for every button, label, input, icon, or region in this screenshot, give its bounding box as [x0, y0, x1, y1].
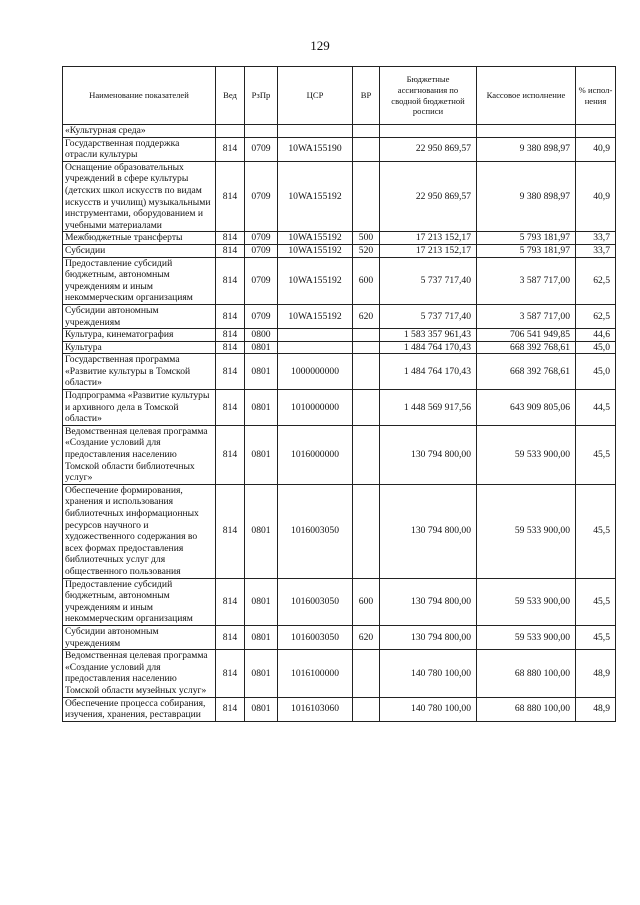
- row-csr: 1016000000: [278, 425, 353, 484]
- table-row: [63, 125, 616, 138]
- table-row: [63, 484, 616, 578]
- row-name: Оснащение образовательных учреждений в сфере культуры (детских школ искусств по видам искусств и училищ) музыкальными инструментами, оборудованием и учебными материалами: [63, 161, 216, 232]
- table-row: [63, 329, 616, 342]
- table-row: [63, 341, 616, 354]
- row-vr: 600: [353, 257, 380, 304]
- header-csr: ЦСР: [278, 67, 353, 125]
- row-vr: 620: [353, 304, 380, 328]
- row-ved: 814: [216, 137, 245, 161]
- row-vr: [353, 161, 380, 232]
- row-rzpr: 0709: [245, 304, 278, 328]
- row-vr: [353, 390, 380, 426]
- row-assigned: 140 780 100,00: [380, 650, 477, 697]
- row-cash: 59 533 900,00: [477, 578, 576, 625]
- row-rzpr: 0801: [245, 484, 278, 578]
- row-csr: 10WA155192: [278, 244, 353, 257]
- row-name: Ведомственная целевая программа «Создание условий для предоставления населению Томской области музейных услуг»: [63, 650, 216, 697]
- row-rzpr: 0801: [245, 625, 278, 649]
- row-percent: 62,5: [576, 304, 616, 328]
- header-percent: % испол-нения: [576, 67, 616, 125]
- row-percent: 40,9: [576, 137, 616, 161]
- row-rzpr: 0801: [245, 697, 278, 721]
- row-csr: [278, 329, 353, 342]
- row-percent: 45,5: [576, 484, 616, 578]
- row-percent: 45,5: [576, 625, 616, 649]
- row-assigned: 1 484 764 170,43: [380, 354, 477, 390]
- row-assigned: 22 950 869,57: [380, 161, 477, 232]
- row-vr: 620: [353, 625, 380, 649]
- row-cash: 68 880 100,00: [477, 697, 576, 721]
- row-csr: 1016100000: [278, 650, 353, 697]
- row-assigned: 5 737 717,40: [380, 304, 477, 328]
- row-vr: [353, 341, 380, 354]
- table-row: [63, 244, 616, 257]
- row-vr: 520: [353, 244, 380, 257]
- row-rzpr: 0801: [245, 578, 278, 625]
- row-ved: 814: [216, 390, 245, 426]
- row-assigned: 130 794 800,00: [380, 425, 477, 484]
- row-cash: 59 533 900,00: [477, 625, 576, 649]
- row-name: Межбюджетные трансферты: [63, 232, 216, 245]
- header-assigned: Бюджетные ассигнования по сводной бюджетной росписи: [380, 67, 477, 125]
- row-csr: 10WA155192: [278, 304, 353, 328]
- row-csr: 10WA155192: [278, 257, 353, 304]
- row-rzpr: [245, 125, 278, 138]
- row-csr: 1016003050: [278, 578, 353, 625]
- row-name: Субсидии автономным учреждениям: [63, 304, 216, 328]
- row-ved: 814: [216, 257, 245, 304]
- table-row: [63, 650, 616, 697]
- row-vr: [353, 354, 380, 390]
- header-vr: ВР: [353, 67, 380, 125]
- row-name: Государственная поддержка отрасли культуры: [63, 137, 216, 161]
- row-csr: 10WA155192: [278, 232, 353, 245]
- row-name: Субсидии: [63, 244, 216, 257]
- page-number: 129: [310, 38, 330, 53]
- row-ved: 814: [216, 232, 245, 245]
- row-csr: 10WA155190: [278, 137, 353, 161]
- row-cash: 643 909 805,06: [477, 390, 576, 426]
- row-name: Ведомственная целевая программа «Создание условий для предоставления населению Томской области библиотечных услуг»: [63, 425, 216, 484]
- row-name: Культура: [63, 341, 216, 354]
- header-name: Наименование показателей: [63, 67, 216, 125]
- row-cash: 3 587 717,00: [477, 304, 576, 328]
- row-name: Культура, кинематография: [63, 329, 216, 342]
- row-assigned: 17 213 152,17: [380, 232, 477, 245]
- row-percent: 45,5: [576, 425, 616, 484]
- row-percent: 62,5: [576, 257, 616, 304]
- row-ved: 814: [216, 304, 245, 328]
- row-csr: 1016003050: [278, 625, 353, 649]
- row-name: «Культурная среда»: [63, 125, 216, 138]
- row-ved: 814: [216, 161, 245, 232]
- row-percent: 33,7: [576, 244, 616, 257]
- row-assigned: 130 794 800,00: [380, 484, 477, 578]
- row-name: Обеспечение формирования, хранения и использования библиотечных информационных ресурсов научного и художественного содержания во всех формах предоставления библиотечных услуг для общественного пользования: [63, 484, 216, 578]
- row-ved: 814: [216, 341, 245, 354]
- row-rzpr: 0800: [245, 329, 278, 342]
- row-assigned: [380, 125, 477, 138]
- row-vr: [353, 650, 380, 697]
- row-cash: 68 880 100,00: [477, 650, 576, 697]
- row-percent: 40,9: [576, 161, 616, 232]
- table-row: [63, 625, 616, 649]
- row-ved: 814: [216, 244, 245, 257]
- row-rzpr: 0709: [245, 161, 278, 232]
- row-percent: 33,7: [576, 232, 616, 245]
- table-row: [63, 137, 616, 161]
- row-ved: 814: [216, 484, 245, 578]
- table-row: [63, 257, 616, 304]
- row-cash: 5 793 181,97: [477, 244, 576, 257]
- row-name: Обеспечение процесса собирания, изучения, хранения, реставрации: [63, 697, 216, 721]
- row-csr: 1016103060: [278, 697, 353, 721]
- row-rzpr: 0709: [245, 244, 278, 257]
- row-vr: [353, 425, 380, 484]
- row-vr: [353, 329, 380, 342]
- table-row: [63, 304, 616, 328]
- table-row: [63, 232, 616, 245]
- row-vr: [353, 697, 380, 721]
- row-rzpr: 0801: [245, 650, 278, 697]
- row-vr: [353, 484, 380, 578]
- row-assigned: 140 780 100,00: [380, 697, 477, 721]
- row-csr: [278, 341, 353, 354]
- row-ved: 814: [216, 578, 245, 625]
- row-vr: [353, 125, 380, 138]
- table-row: [63, 578, 616, 625]
- row-ved: 814: [216, 697, 245, 721]
- row-assigned: 130 794 800,00: [380, 578, 477, 625]
- row-cash: 9 380 898,97: [477, 137, 576, 161]
- row-assigned: 1 583 357 961,43: [380, 329, 477, 342]
- row-vr: [353, 137, 380, 161]
- row-csr: 1010000000: [278, 390, 353, 426]
- row-assigned: 1 484 764 170,43: [380, 341, 477, 354]
- row-percent: [576, 125, 616, 138]
- row-vr: 600: [353, 578, 380, 625]
- table-header-row: [63, 67, 616, 125]
- row-percent: 45,5: [576, 578, 616, 625]
- row-percent: 48,9: [576, 697, 616, 721]
- row-cash: 3 587 717,00: [477, 257, 576, 304]
- row-assigned: 5 737 717,40: [380, 257, 477, 304]
- row-percent: 48,9: [576, 650, 616, 697]
- table-row: [63, 425, 616, 484]
- table-row: [63, 390, 616, 426]
- row-assigned: 17 213 152,17: [380, 244, 477, 257]
- row-rzpr: 0801: [245, 425, 278, 484]
- row-cash: 9 380 898,97: [477, 161, 576, 232]
- row-name: Государственная программа «Развитие культуры в Томской области»: [63, 354, 216, 390]
- row-cash: 706 541 949,85: [477, 329, 576, 342]
- budget-execution-table: [62, 66, 616, 722]
- header-ved: Вед: [216, 67, 245, 125]
- row-vr: 500: [353, 232, 380, 245]
- row-ved: [216, 125, 245, 138]
- row-assigned: 22 950 869,57: [380, 137, 477, 161]
- row-percent: 45,0: [576, 354, 616, 390]
- row-rzpr: 0801: [245, 341, 278, 354]
- header-cash: Кассовое исполнение: [477, 67, 576, 125]
- row-percent: 45,0: [576, 341, 616, 354]
- table-row: [63, 697, 616, 721]
- table-row: [63, 354, 616, 390]
- row-rzpr: 0709: [245, 257, 278, 304]
- row-name: Предоставление субсидий бюджетным, автономным учреждениям и иным некоммерческим организациям: [63, 578, 216, 625]
- row-csr: [278, 125, 353, 138]
- row-rzpr: 0801: [245, 390, 278, 426]
- row-csr: 1016003050: [278, 484, 353, 578]
- row-ved: 814: [216, 354, 245, 390]
- row-ved: 814: [216, 329, 245, 342]
- row-assigned: 130 794 800,00: [380, 625, 477, 649]
- row-cash: 5 793 181,97: [477, 232, 576, 245]
- row-cash: 59 533 900,00: [477, 484, 576, 578]
- table-row: [63, 161, 616, 232]
- row-ved: 814: [216, 625, 245, 649]
- row-rzpr: 0709: [245, 232, 278, 245]
- row-rzpr: 0709: [245, 137, 278, 161]
- row-assigned: 1 448 569 917,56: [380, 390, 477, 426]
- row-cash: 59 533 900,00: [477, 425, 576, 484]
- row-percent: 44,5: [576, 390, 616, 426]
- row-ved: 814: [216, 650, 245, 697]
- row-csr: 1000000000: [278, 354, 353, 390]
- row-ved: 814: [216, 425, 245, 484]
- row-name: Подпрограмма «Развитие культуры и архивного дела в Томской области»: [63, 390, 216, 426]
- row-rzpr: 0801: [245, 354, 278, 390]
- row-csr: 10WA155192: [278, 161, 353, 232]
- row-name: Субсидии автономным учреждениям: [63, 625, 216, 649]
- row-cash: [477, 125, 576, 138]
- row-cash: 668 392 768,61: [477, 341, 576, 354]
- row-name: Предоставление субсидий бюджетным, автономным учреждениям и иным некоммерческим организациям: [63, 257, 216, 304]
- header-rzpr: РзПр: [245, 67, 278, 125]
- row-cash: 668 392 768,61: [477, 354, 576, 390]
- row-percent: 44,6: [576, 329, 616, 342]
